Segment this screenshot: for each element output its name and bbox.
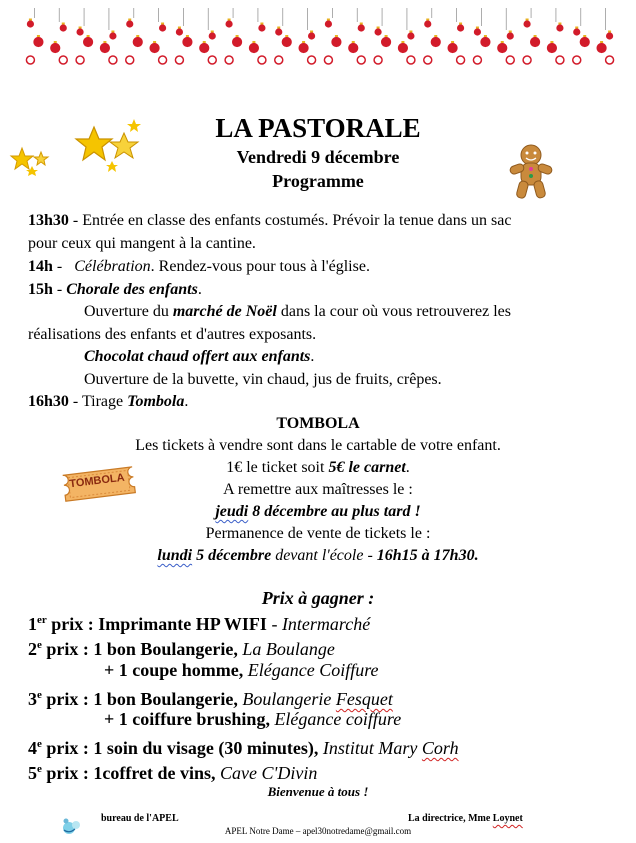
prize-3-extra <box>104 707 401 732</box>
footer-director <box>408 813 523 824</box>
prize-item: prix : 1 bon Boulangerie, <box>41 689 243 709</box>
prize-sponsor: Intermarché <box>281 614 371 634</box>
time-label: 15h <box>28 281 53 298</box>
separator: - <box>52 281 67 298</box>
ordinal-suffix: er <box>37 614 47 626</box>
schedule-line-9 <box>28 391 188 414</box>
schedule-text: Ouverture du <box>84 303 173 320</box>
schedule-line-6: réalisations des enfants et d'autres exposants. <box>28 326 317 343</box>
prize-sponsor: Boulangerie <box>242 689 336 709</box>
schedule-line-2: pour ceux qui mangent à la cantine. <box>28 235 256 252</box>
page-title: LA PASTORALE <box>215 113 421 143</box>
sale-hours: 16h15 à 17h30. <box>376 547 479 564</box>
ornament-bauble <box>348 8 366 64</box>
schedule-line-3 <box>28 256 370 279</box>
schedule-emphasis: marché de Noël <box>172 303 277 320</box>
ornament-bauble <box>26 8 44 64</box>
ornament-bauble <box>50 8 68 64</box>
prize-2-extra <box>104 658 379 683</box>
schedule-emphasis: Tombola <box>127 393 185 410</box>
schedule-text: dans la cour où vous retrouverez les <box>276 303 511 320</box>
booklet-price: 5€ le carnet <box>328 459 406 476</box>
prize-item: prix : Imprimante HP WIFI <box>46 614 267 634</box>
ornament-bauble <box>225 8 243 64</box>
time-label: 14h <box>28 258 53 275</box>
schedule-text: . Rendez-vous pour tous à l'église. <box>150 258 370 275</box>
prize-sponsor-name: Corh <box>421 738 459 758</box>
closing-message: Bienvenue à tous ! <box>267 784 369 799</box>
schedule-line-7 <box>84 346 314 369</box>
ornament-bauble <box>199 8 217 64</box>
ornament-bauble <box>497 8 515 64</box>
punctuation: . <box>310 348 315 365</box>
ornament-bauble <box>324 8 342 64</box>
separator: - <box>52 258 75 275</box>
ornament-bauble <box>374 8 392 64</box>
event-date: Vendredi 9 décembre <box>236 147 400 167</box>
prize-rank: 3 <box>28 689 37 709</box>
footer-contact: APEL Notre Dame – apel30notredame@gmail.com <box>224 826 412 836</box>
schedule-line-1 <box>28 210 511 233</box>
time-label: 13h30 <box>28 212 69 229</box>
ornament-bauble <box>248 8 266 64</box>
ornament-bauble <box>473 8 491 64</box>
deadline-date: 8 décembre au plus tard ! <box>248 503 421 520</box>
prize-sponsor-name: Fesquet <box>335 689 393 709</box>
prize-rank: 2 <box>28 639 37 659</box>
ordinal-suffix: e <box>37 738 42 750</box>
prize-sponsor: La Boulange <box>242 639 335 659</box>
ornament-bauble <box>275 8 293 64</box>
ornament-bauble <box>76 8 94 64</box>
prize-rank: 4 <box>28 738 37 758</box>
prize-sponsor: Cave C'Divin <box>220 763 318 783</box>
ornament-bauble <box>149 8 167 64</box>
schedule-line-4 <box>28 279 202 302</box>
tombola-line-5: Permanence de vente de tickets le : <box>205 525 431 542</box>
director-title: La directrice, Mme <box>408 813 493 824</box>
tombola-line-3: A remettre aux maîtresses le : <box>223 481 413 498</box>
ornament-bauble <box>523 8 540 64</box>
ornament-bauble <box>298 8 316 64</box>
ornament-bauble <box>175 8 193 64</box>
ordinal-suffix: e <box>37 689 42 701</box>
ornament-bauble <box>447 8 465 64</box>
punctuation: . <box>184 393 189 410</box>
ordinal-suffix: e <box>37 639 42 651</box>
footer-apel: bureau de l'APEL <box>101 813 179 824</box>
punctuation: . <box>405 459 410 476</box>
sale-date: 5 décembre <box>192 547 272 564</box>
program-heading: Programme <box>272 171 364 191</box>
prize-5 <box>28 757 317 786</box>
prize-sponsor: Elégance coiffure <box>274 709 402 729</box>
ordinal-suffix: e <box>37 763 42 775</box>
tombola-sale-time <box>0 545 636 568</box>
ornament-bauble <box>596 8 614 64</box>
ornament-bauble <box>397 8 415 64</box>
prize-sponsor: Elégance Coiffure <box>247 660 379 680</box>
prize-item: prix : 1 bon Boulangerie, <box>41 639 243 659</box>
tombola-line-1: Les tickets à vendre sont dans le cartable de votre enfant. <box>135 437 501 454</box>
schedule-emphasis: Chorale des enfants <box>66 281 198 298</box>
ornament-bauble <box>424 8 442 64</box>
schedule-line-8: Ouverture de la buvette, vin chaud, jus de fruits, crêpes. <box>84 371 442 388</box>
christmas-garland-decoration <box>22 8 618 70</box>
prize-item: + 1 coupe homme, <box>104 660 248 680</box>
schedule-line-5 <box>84 301 511 324</box>
ornament-bauble <box>546 8 564 64</box>
prize-sponsor: Institut Mary <box>322 738 422 758</box>
tombola-ticket-label: TOMBOLA <box>68 471 126 491</box>
separator: - <box>266 614 282 634</box>
deadline-day: jeudi <box>215 503 249 520</box>
director-name: Loynet <box>492 813 523 824</box>
ornament-bauble <box>126 8 144 64</box>
prizes-heading: Prix à gagner : <box>261 588 375 608</box>
prize-item: prix : 1coffret de vins, <box>41 763 221 783</box>
schedule-emphasis: Chocolat chaud offert aux enfants <box>84 348 311 365</box>
prize-rank: 1 <box>28 614 37 634</box>
ticket-price: 1€ le ticket soit <box>226 459 329 476</box>
prize-rank: 5 <box>28 763 37 783</box>
schedule-text: - Entrée en classe des enfants costumés. Prévoir la tenue dans un sac <box>68 212 512 229</box>
prize-item: + 1 coiffure brushing, <box>104 709 275 729</box>
schedule-text: - Tirage <box>68 393 128 410</box>
sale-day: lundi <box>157 547 193 564</box>
ornament-bauble <box>99 8 117 64</box>
sale-place: devant l'école - <box>271 547 377 564</box>
punctuation: . <box>197 281 202 298</box>
time-label: 16h30 <box>28 393 69 410</box>
schedule-emphasis: Célébration <box>74 258 151 275</box>
tombola-heading: TOMBOLA <box>276 415 360 432</box>
ornament-bauble <box>573 8 591 64</box>
prize-item: prix : 1 soin du visage (30 minutes), <box>41 738 323 758</box>
